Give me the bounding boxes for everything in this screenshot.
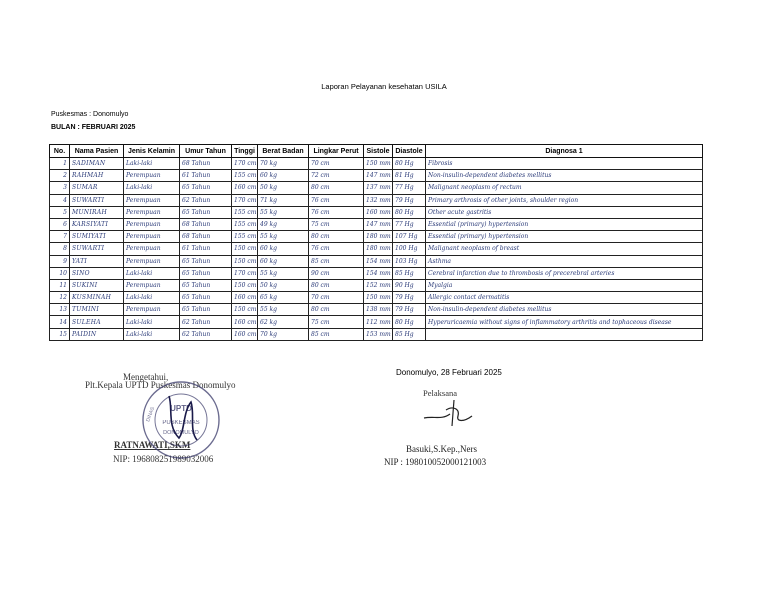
cell-berat: 55 kg — [258, 206, 309, 218]
table-row — [50, 182, 703, 194]
cell-nama: SADIMAN — [70, 158, 124, 170]
cell-berat: 60 kg — [258, 255, 309, 267]
cell-sistole: 154 mm — [364, 267, 393, 279]
cell-diastole: 80 Hg — [393, 316, 426, 328]
cell-diastole: 90 Hg — [393, 279, 426, 291]
cell-no: 8 — [50, 243, 70, 255]
cell-lingkar-perut: 90 cm — [309, 267, 364, 279]
cell-diagnosa: Primary arthrosis of other joints, shoulder region — [426, 194, 703, 206]
table-header-row — [50, 145, 703, 158]
cell-umur: 65 Tahun — [180, 206, 232, 218]
cell-lingkar-perut: 70 cm — [309, 158, 364, 170]
head-nip: NIP: 196808251989032006 — [113, 454, 214, 464]
col-header-tinggi: Tinggi — [232, 145, 258, 158]
cell-sistole: 180 mm — [364, 231, 393, 243]
cell-diagnosa: Essential (primary) hypertension — [426, 231, 703, 243]
signature-date: Donomulyo, 28 Februari 2025 — [396, 368, 502, 377]
cell-nama: RAHMAH — [70, 170, 124, 182]
cell-tinggi: 170 cm — [232, 267, 258, 279]
cell-sistole: 132 mm — [364, 194, 393, 206]
cell-nama: SUMAR — [70, 182, 124, 194]
cell-diastole: 80 Hg — [393, 206, 426, 218]
cell-sistole: 147 mm — [364, 218, 393, 230]
cell-umur: 65 Tahun — [180, 304, 232, 316]
cell-umur: 65 Tahun — [180, 182, 232, 194]
cell-diastole: 77 Hg — [393, 218, 426, 230]
cell-no: 13 — [50, 304, 70, 316]
cell-tinggi: 150 cm — [232, 279, 258, 291]
col-header-umur: Umur Tahun — [180, 145, 232, 158]
cell-diastole: 107 Hg — [393, 231, 426, 243]
cell-no: 15 — [50, 328, 70, 340]
cell-lingkar-perut: 72 cm — [309, 170, 364, 182]
cell-sistole: 154 mm — [364, 255, 393, 267]
cell-diastole: 79 Hg — [393, 292, 426, 304]
cell-diastole: 79 Hg — [393, 194, 426, 206]
cell-diastole: 77 Hg — [393, 182, 426, 194]
svg-text:UPTD: UPTD — [170, 404, 192, 413]
cell-umur: 61 Tahun — [180, 243, 232, 255]
cell-sistole: 153 mm — [364, 328, 393, 340]
cell-no: 9 — [50, 255, 70, 267]
cell-no: 1 — [50, 158, 70, 170]
cell-diagnosa: Non-insulin-dependent diabetes mellitus — [426, 304, 703, 316]
cell-diagnosa — [426, 328, 703, 340]
cell-lingkar-perut: 80 cm — [309, 279, 364, 291]
cell-no: 14 — [50, 316, 70, 328]
cell-no: 4 — [50, 194, 70, 206]
cell-tinggi: 155 cm — [232, 231, 258, 243]
cell-diagnosa: Fibrosis — [426, 158, 703, 170]
cell-umur: 62 Tahun — [180, 316, 232, 328]
col-header-sistole: Sistole — [364, 145, 393, 158]
cell-nama: SUWARTI — [70, 194, 124, 206]
cell-sistole: 180 mm — [364, 243, 393, 255]
cell-lingkar-perut: 75 cm — [309, 218, 364, 230]
cell-diagnosa: Malignant neoplasm of breast — [426, 243, 703, 255]
head-title: Plt.Kepala UPTD Puskesmas Donomulyo — [85, 380, 236, 390]
col-header-no: No. — [50, 145, 70, 158]
cell-diagnosa: Non-insulin-dependent diabetes mellitus — [426, 170, 703, 182]
table-row — [50, 304, 703, 316]
table-row — [50, 194, 703, 206]
cell-berat: 49 kg — [258, 218, 309, 230]
cell-diagnosa: Cerebral infarction due to thrombosis of precerebral arteries — [426, 267, 703, 279]
head-name: RATNAWATI,SKM — [114, 440, 191, 450]
table-row — [50, 231, 703, 243]
cell-jenis-kelamin: Perempuan — [124, 231, 180, 243]
table-row — [50, 292, 703, 304]
table-row — [50, 279, 703, 291]
table-row — [50, 206, 703, 218]
cell-tinggi: 155 cm — [232, 206, 258, 218]
cell-berat: 65 kg — [258, 292, 309, 304]
table-row — [50, 316, 703, 328]
cell-umur: 62 Tahun — [180, 194, 232, 206]
cell-no: 7 — [50, 231, 70, 243]
cell-berat: 71 kg — [258, 194, 309, 206]
cell-nama: SUMIYATI — [70, 231, 124, 243]
cell-diastole: 103 Hg — [393, 255, 426, 267]
cell-diagnosa: Malignant neoplasm of rectum — [426, 182, 703, 194]
cell-tinggi: 170 cm — [232, 194, 258, 206]
cell-berat: 50 kg — [258, 182, 309, 194]
cell-jenis-kelamin: Perempuan — [124, 243, 180, 255]
cell-lingkar-perut: 80 cm — [309, 182, 364, 194]
cell-no: 6 — [50, 218, 70, 230]
cell-diastole: 81 Hg — [393, 170, 426, 182]
table-row — [50, 170, 703, 182]
svg-text:DONOMULYO: DONOMULYO — [163, 430, 199, 436]
cell-berat: 62 kg — [258, 316, 309, 328]
cell-tinggi: 170 cm — [232, 158, 258, 170]
cell-diagnosa: Allergic contact dermatitis — [426, 292, 703, 304]
cell-sistole: 160 mm — [364, 206, 393, 218]
cell-jenis-kelamin: Perempuan — [124, 255, 180, 267]
officer-role: Pelaksana — [423, 388, 457, 398]
cell-jenis-kelamin: Perempuan — [124, 218, 180, 230]
cell-sistole: 152 mm — [364, 279, 393, 291]
cell-no: 10 — [50, 267, 70, 279]
cell-sistole: 150 mm — [364, 158, 393, 170]
col-header-diastole: Diastole — [393, 145, 426, 158]
cell-no: 12 — [50, 292, 70, 304]
cell-tinggi: 160 cm — [232, 316, 258, 328]
cell-nama: TUMINI — [70, 304, 124, 316]
table-row — [50, 158, 703, 170]
cell-no: 5 — [50, 206, 70, 218]
cell-nama: SUWARTI — [70, 243, 124, 255]
table-row — [50, 243, 703, 255]
table-row — [50, 255, 703, 267]
officer-nip: NIP : 198010052000121003 — [384, 457, 487, 467]
cell-tinggi: 155 cm — [232, 218, 258, 230]
cell-berat: 70 kg — [258, 328, 309, 340]
cell-umur: 65 Tahun — [180, 292, 232, 304]
cell-no: 3 — [50, 182, 70, 194]
cell-sistole: 150 mm — [364, 292, 393, 304]
cell-tinggi: 150 cm — [232, 255, 258, 267]
cell-berat: 50 kg — [258, 279, 309, 291]
acknowledged-label: Mengetahui, — [123, 372, 169, 382]
puskesmas-label: Puskesmas : Donomulyo — [51, 111, 129, 118]
cell-jenis-kelamin: Laki-laki — [124, 267, 180, 279]
cell-diagnosa: Essential (primary) hypertension — [426, 218, 703, 230]
cell-no: 11 — [50, 279, 70, 291]
cell-umur: 65 Tahun — [180, 279, 232, 291]
cell-diagnosa: Other acute gastritis — [426, 206, 703, 218]
cell-nama: SUKINI — [70, 279, 124, 291]
cell-berat: 60 kg — [258, 170, 309, 182]
cell-umur: 68 Tahun — [180, 218, 232, 230]
cell-berat: 55 kg — [258, 267, 309, 279]
cell-tinggi: 150 cm — [232, 243, 258, 255]
cell-tinggi: 155 cm — [232, 170, 258, 182]
cell-sistole: 112 mm — [364, 316, 393, 328]
cell-nama: KUSMINAH — [70, 292, 124, 304]
cell-berat: 55 kg — [258, 304, 309, 316]
cell-nama: YATI — [70, 255, 124, 267]
cell-nama: SULEHA — [70, 316, 124, 328]
cell-umur: 62 Tahun — [180, 328, 232, 340]
cell-lingkar-perut: 80 cm — [309, 231, 364, 243]
cell-umur: 68 Tahun — [180, 231, 232, 243]
col-header-diagnosa: Diagnosa 1 — [426, 145, 703, 158]
cell-umur: 61 Tahun — [180, 170, 232, 182]
cell-jenis-kelamin: Perempuan — [124, 304, 180, 316]
cell-umur: 65 Tahun — [180, 255, 232, 267]
cell-lingkar-perut: 85 cm — [309, 255, 364, 267]
officer-name: Basuki,S.Kep.,Ners — [406, 444, 477, 454]
col-header-jenis-kelamin: Jenis Kelamin — [124, 145, 180, 158]
cell-nama: PAIDIN — [70, 328, 124, 340]
cell-jenis-kelamin: Laki-laki — [124, 292, 180, 304]
svg-text:PUSKESMAS: PUSKESMAS — [162, 420, 200, 426]
cell-jenis-kelamin: Laki-laki — [124, 182, 180, 194]
cell-jenis-kelamin: Perempuan — [124, 206, 180, 218]
cell-jenis-kelamin: Perempuan — [124, 194, 180, 206]
cell-tinggi: 160 cm — [232, 328, 258, 340]
cell-jenis-kelamin: Perempuan — [124, 279, 180, 291]
col-header-berat: Berat Badan — [258, 145, 309, 158]
cell-tinggi: 160 cm — [232, 292, 258, 304]
cell-diagnosa: Asthma — [426, 255, 703, 267]
svg-text:DINAS: DINAS — [145, 406, 157, 423]
cell-diagnosa: Hyperuricaemia without signs of inflammatory arthritis and tophaceous disease — [426, 316, 703, 328]
cell-umur: 68 Tahun — [180, 158, 232, 170]
table-row — [50, 218, 703, 230]
cell-nama: SINO — [70, 267, 124, 279]
cell-lingkar-perut: 76 cm — [309, 206, 364, 218]
cell-lingkar-perut: 76 cm — [309, 194, 364, 206]
cell-sistole: 137 mm — [364, 182, 393, 194]
table-row — [50, 267, 703, 279]
cell-berat: 60 kg — [258, 243, 309, 255]
cell-jenis-kelamin: Perempuan — [124, 170, 180, 182]
cell-jenis-kelamin: Laki-laki — [124, 316, 180, 328]
col-header-lingkar-perut: Lingkar Perut — [309, 145, 364, 158]
cell-diagnosa: Myalgia — [426, 279, 703, 291]
official-stamp — [139, 378, 223, 462]
cell-lingkar-perut: 85 cm — [309, 328, 364, 340]
cell-diastole: 80 Hg — [393, 158, 426, 170]
cell-lingkar-perut: 70 cm — [309, 292, 364, 304]
cell-nama: KARSIYATI — [70, 218, 124, 230]
cell-lingkar-perut: 76 cm — [309, 243, 364, 255]
cell-sistole: 147 mm — [364, 170, 393, 182]
col-header-nama: Nama Pasien — [70, 145, 124, 158]
cell-diastole: 100 Hg — [393, 243, 426, 255]
cell-jenis-kelamin: Laki-laki — [124, 328, 180, 340]
report-title: Laporan Pelayanan kesehatan USILA — [321, 82, 447, 91]
cell-lingkar-perut: 75 cm — [309, 316, 364, 328]
cell-tinggi: 150 cm — [232, 304, 258, 316]
patient-table — [49, 144, 703, 341]
month-label: BULAN : FEBRUARI 2025 — [51, 124, 136, 131]
cell-umur: 65 Tahun — [180, 267, 232, 279]
cell-sistole: 138 mm — [364, 304, 393, 316]
cell-lingkar-perut: 80 cm — [309, 304, 364, 316]
cell-diastole: 79 Hg — [393, 304, 426, 316]
cell-diastole: 85 Hg — [393, 328, 426, 340]
cell-diastole: 85 Hg — [393, 267, 426, 279]
cell-jenis-kelamin: Laki-laki — [124, 158, 180, 170]
cell-berat: 70 kg — [258, 158, 309, 170]
cell-nama: MUNIRAH — [70, 206, 124, 218]
handwritten-signature — [420, 396, 480, 430]
cell-no: 2 — [50, 170, 70, 182]
cell-tinggi: 160 cm — [232, 182, 258, 194]
table-row — [50, 328, 703, 340]
cell-berat: 55 kg — [258, 231, 309, 243]
